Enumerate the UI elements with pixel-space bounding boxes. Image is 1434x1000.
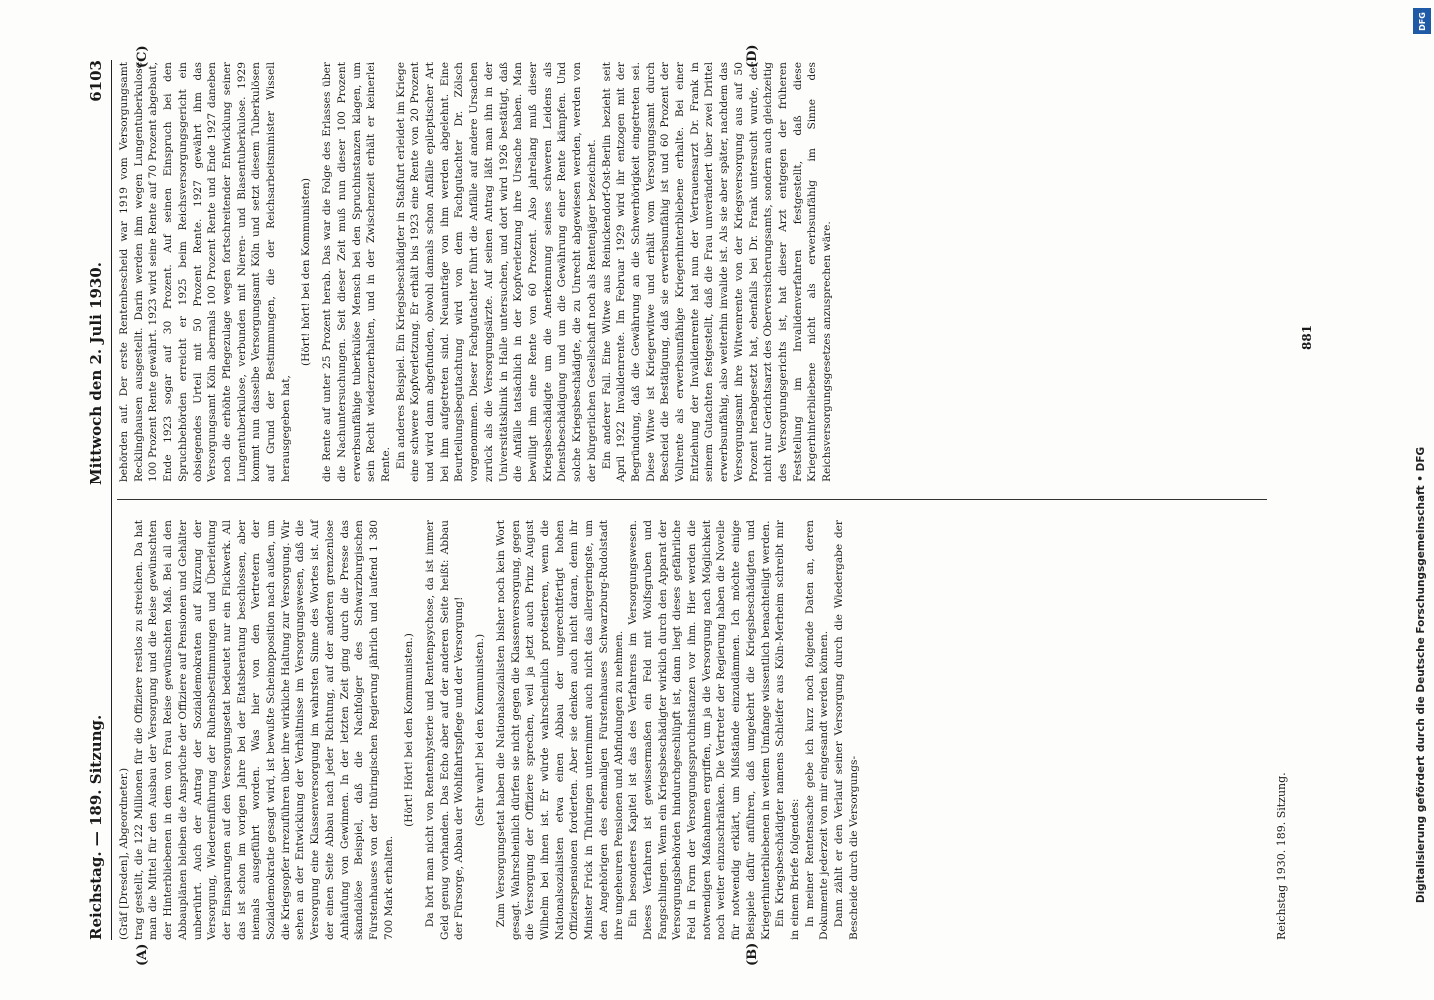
paragraph: Dann zählt er den Verlauf seiner Versorgung durch die Wiedergabe der Bescheide durch die Versorgungs- xyxy=(833,520,860,940)
dfg-logo-icon xyxy=(1413,8,1431,34)
margin-marker-d: (D) xyxy=(745,44,760,68)
paragraph: In meiner Rentensache gebe ich kurz noch folgende Daten an, deren Dokumente jederzeit von mir eingesandt werden können. xyxy=(803,520,831,940)
paragraph: behörden auf. Der erste Rentenbescheid war 1919 vom Versorgungsamt Recklinghausen ausgestellt. Darin werden ihm wegen Lungentuberkulose 100 Prozent Rente gewährt. 1923 wird seine Rente auf 70 Prozent abgebaut, Ende 1923 sogar auf 30 Prozent. Auf seinen Einspruch bei den Spruchbehörden erreicht er 1925 beim Reichsversorgungsgericht ein obsiegendes Urteil mit 50 Prozent Rente. 1927 gewährt ihm das Versorgungsamt Köln abermals 100 Prozent Rente und Ende 1927 daneben noch die erhöhte Pflegezulage wegen fortschreitender Entwicklung seiner Lungentuberkulose, verbunden mit Nieren- und Blasentuberkulose. 1929 kommt nun dasselbe Versorgungsamt Köln und setzt diesem Tuberkulösen auf Grund der Bestimmungen, die der Reichsarbeitsminister Wissell herausgegeben hat, xyxy=(118,62,292,482)
header-page-number: 6103 xyxy=(87,60,105,102)
page-header xyxy=(85,60,111,940)
paragraph: Zum Versorgungsetat haben die Nationalsozialisten bisher noch kein Wort gesagt. Wahrscheinlich dürfen sie nicht gegen die Klassenversorgung, gegen die Versorgung der Offiziere sprechen, weil ja jetzt auch Prinz August Wilhelm bei ihnen ist. Er würde wahrscheinlich protestieren, wenn die Nationalsozialisten etwa einen Abbau der ungerechtfertigt hohen Offizierspensionen forderten. Aber sie denken auch nicht daran, denn ihr Minister Frick in Thüringen unternimmt auch nicht das allergeringste, um den Angehörigen des ehemaligen Fürstenhauses Schwarzburg-Rudolstadt ihre ungeheuren Pensionen und Abfindungen zu nehmen. xyxy=(494,520,625,940)
dfg-credit-text: Digitalisierung gefördert durch die Deutsche Forschungsgemeinschaft • DFG xyxy=(1415,446,1427,904)
left-column xyxy=(117,520,861,940)
rotated-document xyxy=(85,44,1355,966)
paragraph: Ein anderer Fall. Eine Witwe aus Reinickendorf-Ost-Berlin bezieht seit April 1922 Invalidenrente. Im Februar 1929 wird ihr entzogen mit der Begründung, daß die Gewährung an die Schwerhörigkeit eingetreten sei. Diese Witwe ist Kriegerwitwe und erhält vom Versorgungsamt durch Bescheid die Bestätigung, daß sie erwerbsunfähig ist und 60 Prozent der Vollrente als erwerbsunfähige Kriegerhinterbliebene erhalte. Bei einer Entziehung der Invalidenrente hat nun der Vertrauensarzt Dr. Frank in seinem Gutachten festgestellt, daß die Frau unverändert über zwei Drittel erwerbsunfähig, also weiterhin invalide ist. Als sie aber später, nachdem das Versorgungsamt ihre Witwenrente von der Kriegsversorgung aus auf 50 Prozent herabgesetzt hat, ebenfalls bei Dr. Frank untersucht wurde, der nicht nur Gerichtsarzt des Oberversicherungsamts, sondern auch gleichzeitig des Versorgungsgerichts ist, hat dieser Arzt entgegen der früheren Feststellung im Invalidenverfahren festgestellt, daß diese Kriegerhinterbliebene nicht als erwerbsunfähig im Sinne des Reichsversorgungsgesetzes anzusprechen wäre. xyxy=(600,62,834,482)
paragraph: Ein Kriegsbeschädigter namens Schleifer aus Köln-Merheim schreibt mir in einem Briefe folgendes: xyxy=(774,520,801,940)
paragraph: (Gräf [Dresden], Abgeordneter.) xyxy=(118,767,130,940)
margin-marker-c: (C) xyxy=(135,45,150,68)
paragraph: trag gestellt, die 122 Millionen für die Offiziere restlos zu streichen. Da hat man die Mittel für den Ausbau der Versorgung und die Reise gewünschten der Hinterbliebenen in dem von Frau Reise gewünschten Maß. Bei all den Abbauplänen bleiben die Ansprüche der Offiziere auf Pensionen und Gehälter unberührt. Auch der Antrag der Sozialdemokraten auf Kürzung der Versorgung, Wiedereinführung der Ruhensbestimmungen und Überleitung der Einsparungen auf den Versorgungsetat bedeutet nur ein Flickwerk. All das ist schon im vorigen Jahre bei der Etatsberatung beschlossen, aber niemals ausgeführt worden. Was hier von den Vertretern der Sozialdemokratie gesagt wird, ist bewußte Scheinopposition nach außen, um die Kriegsopfer irrezuführen über ihre wirkliche Haltung zur Versorgung. Wir sehen an der Entwicklung der Verhältnisse im Versorgungswesen, daß die Versorgung eine Klassenversorgung im wahrsten Sinne des Wortes ist. Auf der einen Seite Abbau nach jeder Richtung, auf der anderen grenzenlose Anhäufung von Gewinnen. In der letzten Zeit ging durch die Presse das skandalöse Beispiel, daß die Nachfolger des Schwarzburgischen Fürstenhauses von der thüringischen Regierung jährlich und laufend 1 380 700 Mark erhalten. xyxy=(132,520,395,940)
paragraph: die Rente auf unter 25 Prozent herab. Das war die Folge des Erlasses über die Nachuntersuchungen. Seit dieser Zeit muß nun dieser 100 Prozent erwerbsunfähige tuberkulöse Mensch bei den Spruchinstanzen klagen, um sein Recht wiederzuerhalten, und in der Zwischenzeit erhält er keinerlei Rente. xyxy=(321,62,392,482)
paragraph: Ein anderes Beispiel. Ein Kriegsbeschädigter in Staßfurt erleidet im Kriege eine schwere Kopfverletzung. Er erhält bis 1923 eine Rente von 20 Prozent und wird dann abgefunden, obwohl damals schon Anfälle epileptischer Art bei ihm aufgetreten sind. Neuanträge von ihm werden abgelehnt. Eine Beurteilungsbegutachtung wird von dem Fachgutachter Dr. Zölsch vorgenommen. Dieser Fachgutachter führt die Anfälle auf andere Ursachen zurück als die Versorgungsärzte. Auf seinen Antrag läßt man ihn in der Universitätsklinik in Halle untersuchen, und dort wird 1926 bestätigt, daß die Anfälle tatsächlich in der Kopfverletzung ihre Ursache haben. Man bewilligt ihm eine Rente von 60 Prozent. Also jahrelang muß dieser Kriegsbeschädigte um die Anerkennung seines schweren Leidens als Dienstbeschädigung und um die Gewährung einer Rente kämpfen. Und solche Kriegsbeschädigte, die zu Unrecht abgewiesen werden, werden von der bürgerlichen Gesellschaft noch als Rentenjäger bezeichnet. xyxy=(394,62,598,482)
bottom-page-number: 881 xyxy=(1300,324,1314,350)
paragraph: Da hört man nicht von Rentenhysterie und Rentenpsychose, da ist immer Geld genug vorhanden. Das Echo aber auf der anderen Seite heißt: Abbau der Fürsorge, Abbau der Wohlfahrtspflege und der Versorgung! xyxy=(424,520,466,940)
header-left: Reichstag. — 189. Sitzung. xyxy=(87,714,105,940)
paragraph: (Sehr wahr! bei den Kommunisten.) xyxy=(474,633,487,827)
paragraph: Ein besonderes Kapitel ist das des Verfahrens im Versorgungswesen. Dieses Verfahren ist gewissermaßen ein Feld mit Wolfsgruben und Fangschlingen. Wenn ein Kriegsbeschädigter wirklich durch den Apparat der Versorgungsbehörden hindurchgeschlüpft ist, dann liegt dieses gefährliche Feld in Form der Versorgungsspruchinstanzen vor ihm. Hier werden die notwendigen Maßnahmen ergriffen, um ja die Versorgung nach Möglichkeit noch weiter einzuschränken. Die Vertreter der Regierung haben die Novelle für notwendig erklärt, um Mißstände einzudämmen. Ich möchte einige Beispiele dafür anführen, daß umgekehrt die Kriegsbeschädigten und Kriegerhinterbliebenen in weitem Umfange wissentlich benachteiligt werden. xyxy=(627,520,772,940)
paragraph: (Hört! hört! bei den Kommunisten) xyxy=(300,178,313,366)
column-divider xyxy=(117,499,1267,500)
header-rule xyxy=(111,60,112,940)
margin-marker-a: (A) xyxy=(135,943,150,966)
margin-marker-b: (B) xyxy=(745,942,760,966)
page-footer: Reichstag 1930. 189. Sitzung. xyxy=(1275,772,1288,940)
right-column xyxy=(117,62,835,482)
paragraph: (Hört! Hört! bei den Kommunisten.) xyxy=(403,633,416,827)
dfg-credit xyxy=(1409,360,1433,990)
dfg-logo-text: DFG xyxy=(1417,11,1427,31)
header-center: Mittwoch den 2. Juli 1930. xyxy=(87,262,105,485)
